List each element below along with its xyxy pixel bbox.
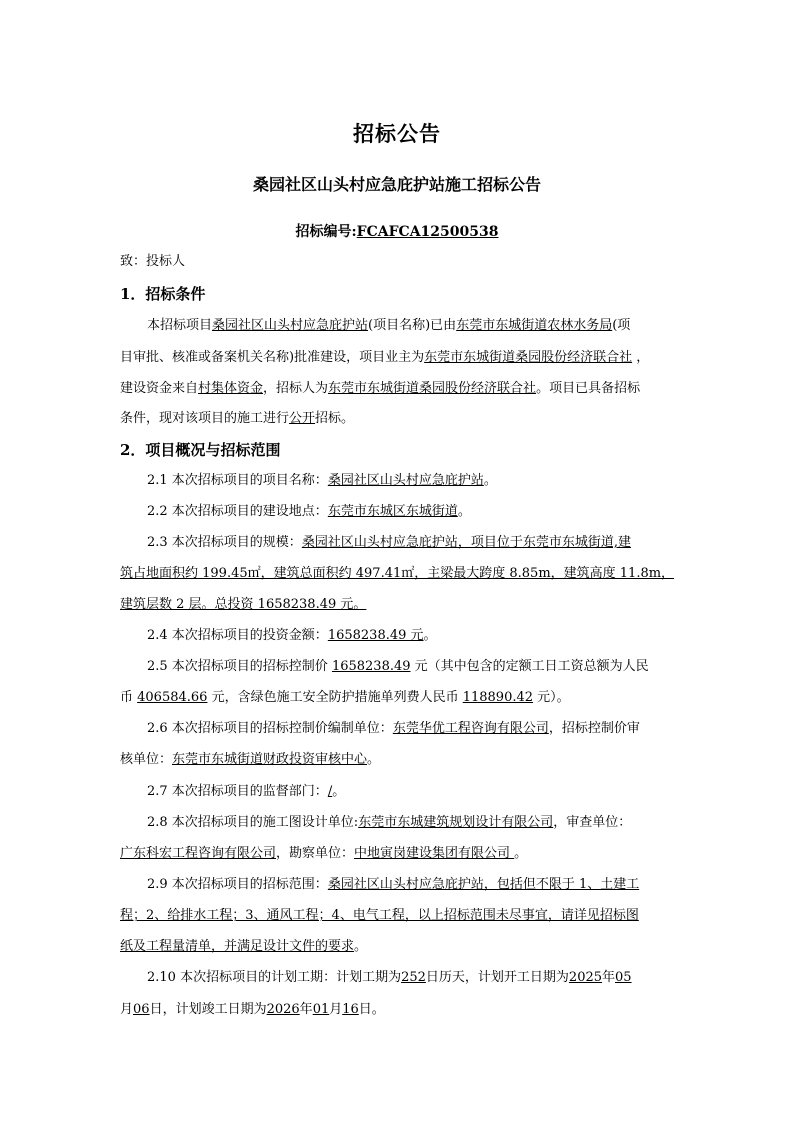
text: ，审查单位： — [553, 815, 632, 830]
tender-number-value: FCAFCA12500538 — [356, 224, 499, 240]
text: 元（其中包含的定额工日工资总额为人民 — [410, 659, 649, 674]
text: 。 — [457, 504, 471, 519]
item-2-3-line-1 — [147, 535, 707, 551]
section-1-heading: 1．招标条件 — [120, 285, 206, 303]
text: ，招标控制价审 — [548, 721, 640, 736]
item-2-4 — [147, 628, 707, 644]
text: 2.10 本次招标项目的计划工期：计划工期为 — [147, 970, 402, 985]
item-2-10-line-1 — [147, 970, 707, 986]
tender-method: 公开 — [289, 411, 316, 426]
design-unit: 东莞市东城建筑规划设计有限公司 — [358, 815, 554, 830]
duration-days: 252 — [401, 970, 426, 985]
labor-wage-total: 406584.66 — [137, 690, 208, 705]
text: 日。 — [358, 1002, 385, 1017]
price-auditor: 东莞市东城街道财政投资审核中心 — [172, 752, 368, 767]
end-year: 2026 — [266, 1002, 300, 1017]
start-year: 2025 — [568, 970, 603, 985]
item-2-3-line-2: 筑占地面积约 199.45㎡，建筑总面积约 497.41㎡，主梁最大跨度 8.85m，建筑高度 11.8m， — [120, 566, 675, 581]
text: (项目名称)已由 — [368, 318, 457, 333]
item-2-3-line-3: 建筑层数 2 层。总投资 1658238.49 元。 — [120, 597, 367, 612]
green-safety-fee: 118890.42 — [462, 690, 534, 705]
text: 年 — [602, 970, 616, 985]
tender-scope: 桑园社区山头村应急庇护站，包括但不限于 1、土建工 — [327, 877, 640, 892]
text: 2.6 本次招标项目的招标控制价编制单位： — [147, 721, 393, 736]
text: ，勘察单位： — [276, 846, 355, 861]
project-name: 桑园社区山头村应急庇护站 — [327, 473, 484, 488]
text: 建设资金来自 — [120, 381, 199, 396]
construction-site: 东莞市东城区东城街道 — [327, 504, 458, 519]
text: 2.1 本次招标项目的项目名称： — [147, 473, 328, 488]
item-2-10-line-2 — [120, 1002, 680, 1018]
text: 目审批、核准或备案机关名称)批准建设，项目业主为 — [120, 350, 425, 365]
text: 。 — [423, 628, 437, 643]
tender-scope-cont: 纸及工程量清单，并满足设计文件的要求 — [120, 939, 355, 954]
tender-number-label: 招标编号: — [295, 224, 357, 240]
text: 本招标项目 — [147, 318, 213, 333]
text: ， — [632, 350, 650, 365]
project-name: 桑园社区山头村应急庇护站 — [212, 318, 369, 333]
item-2-9-line-2: 程；2、给排水工程；3、通风工程；4、电气工程，以上招标范围未尽事宜，请详见招标图 — [120, 908, 639, 923]
item-2-8-line-2 — [120, 846, 680, 862]
text: 2.9 本次招标项目的招标范围： — [147, 877, 328, 892]
text: 月 — [120, 1002, 134, 1017]
text: 年 — [299, 1002, 313, 1017]
tenderer: 东莞市东城街道桑园股份经济联合社 — [328, 381, 537, 396]
text: 2.2 本次招标项目的建设地点： — [147, 504, 328, 519]
text: 。 — [514, 846, 528, 861]
end-day: 16 — [342, 1002, 359, 1017]
text: 日，计划竣工日期为 — [149, 1002, 267, 1017]
text: 2.7 本次招标项目的监督部门： — [147, 784, 328, 799]
text: 。 — [483, 473, 497, 488]
price-compiler: 东莞华优工程咨询有限公司 — [392, 721, 549, 736]
investment-amount: 1658238.49 元 — [327, 628, 424, 643]
item-2-1 — [147, 473, 707, 489]
item-2-6-line-2 — [120, 752, 680, 768]
project-owner: 东莞市东城街道桑园股份经济联合社 — [424, 350, 633, 365]
text: 2.3 本次招标项目的规模： — [147, 535, 302, 550]
control-price: 1658238.49 — [331, 659, 411, 674]
tender-number — [0, 221, 794, 241]
survey-unit: 中地寅岗建设集团有限公司 — [354, 846, 515, 861]
end-month: 01 — [312, 1002, 330, 1017]
item-2-5-line-2 — [120, 690, 680, 706]
text: 条件，现对该项目的施工进行 — [120, 411, 290, 426]
item-2-9-line-1 — [147, 877, 707, 893]
text: 。项目已具备招标 — [536, 381, 641, 396]
text: 元）。 — [533, 690, 570, 705]
document-title: 招标公告 — [353, 121, 441, 146]
start-month: 05 — [615, 970, 632, 985]
s1-line-4 — [120, 411, 680, 427]
item-2-5-line-1 — [147, 659, 707, 675]
text: 月 — [329, 1002, 343, 1017]
review-unit: 广东科宏工程咨询有限公司 — [120, 846, 277, 861]
salutation: 致：投标人 — [120, 254, 186, 269]
text: 日历天，计划开工日期为 — [425, 970, 569, 985]
text: 核单位： — [120, 752, 173, 767]
item-2-2 — [147, 504, 707, 520]
item-2-7 — [147, 784, 707, 800]
text: 2.4 本次招标项目的投资金额： — [147, 628, 328, 643]
project-scale: 桑园社区山头村应急庇护站，项目位于东莞市东城街道,建 — [301, 535, 631, 550]
s1-line-1 — [147, 318, 707, 334]
item-2-8-line-1 — [147, 815, 707, 831]
text: 。 — [367, 752, 381, 767]
item-2-6-line-1 — [147, 721, 707, 737]
text: 招标。 — [315, 411, 355, 426]
text: 币 — [120, 690, 138, 705]
item-2-9-line-3 — [120, 939, 680, 955]
funding-source: 村集体资金 — [198, 381, 264, 396]
text: (项 — [612, 318, 631, 333]
approval-authority: 东莞市东城街道农林水务局 — [456, 318, 613, 333]
text: ，招标人为 — [263, 381, 329, 396]
supervision-dept: / — [327, 784, 333, 799]
text: 。 — [332, 784, 346, 799]
text: 2.8 本次招标项目的施工图设计单位: — [147, 815, 359, 830]
s1-line-2 — [120, 350, 680, 366]
text: 元，含绿色施工安全防护措施单列费人民币 — [207, 690, 463, 705]
text: 2.5 本次招标项目的招标控制价 — [147, 659, 332, 674]
start-day: 06 — [133, 1002, 150, 1017]
section-2-heading: 2．项目概况与招标范围 — [120, 441, 281, 459]
project-title: 桑园社区山头村应急庇护站施工招标公告 — [252, 175, 541, 194]
text: 。 — [354, 939, 368, 954]
s1-line-3 — [120, 381, 680, 397]
